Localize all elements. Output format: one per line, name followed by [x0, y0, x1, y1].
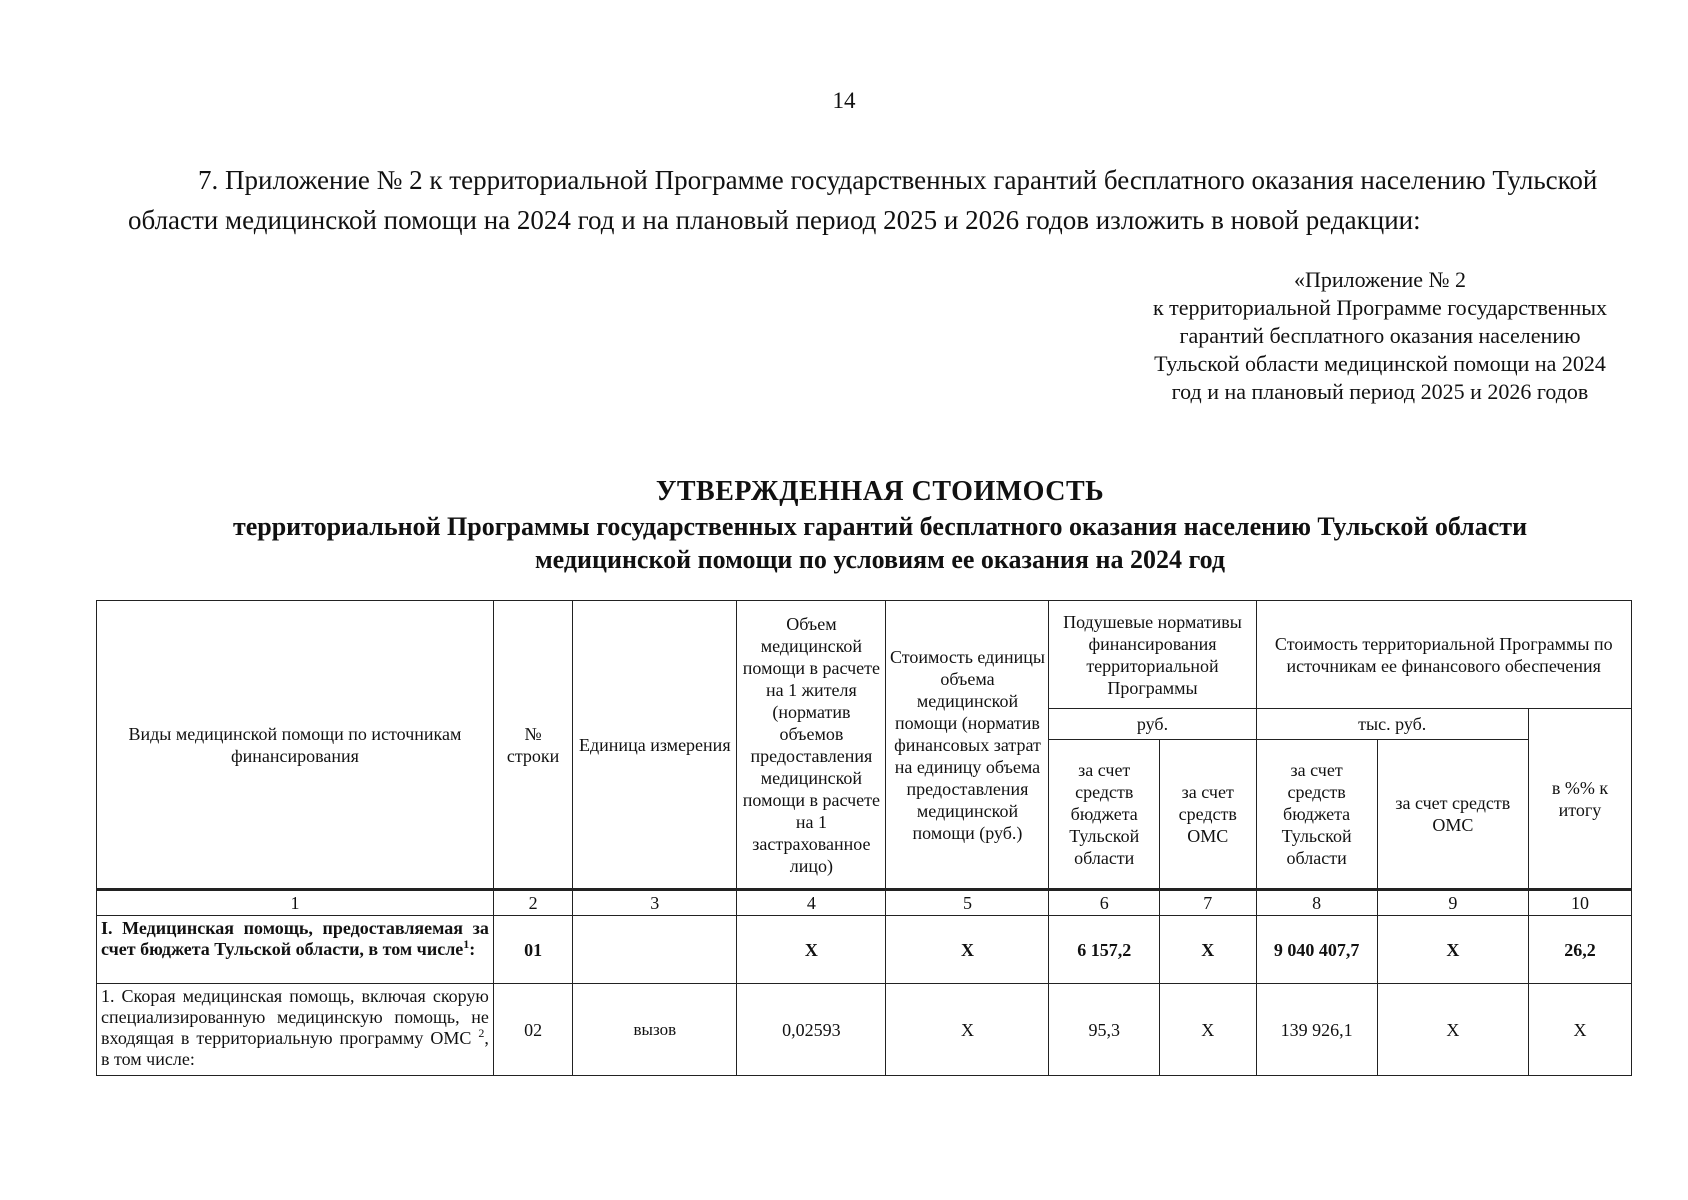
page-number: 14 [832, 88, 856, 113]
header-row-no: № строки [493, 601, 572, 890]
row-cost-oms: Х [1377, 984, 1528, 1076]
row-percent: Х [1528, 984, 1631, 1076]
cost-table [96, 600, 1632, 1076]
column-number: 5 [886, 890, 1049, 916]
header-per-capita: Подушевые нормативы финансирования территориальной Программы [1049, 601, 1256, 709]
appendix-line: к территориальной Программе государственных [1152, 295, 1608, 320]
header-rub: руб. [1049, 709, 1256, 740]
header-volume: Объем медицинской помощи в расчете на 1 жителя (норматив объемов предоставления медицинской помощи в расчете на 1 застрахованное лицо) [737, 601, 886, 890]
header-program-cost: Стоимость территориальной Программы по источникам ее финансового обеспечения [1256, 601, 1631, 709]
table-row [97, 916, 1632, 984]
column-number: 10 [1528, 890, 1631, 916]
title-subtitle-line-2: медицинской помощи по условиям ее оказания на 2024 год [534, 545, 1226, 574]
row-volume: Х [737, 916, 886, 984]
header-unit: Единица измерения [573, 601, 737, 890]
column-number: 9 [1377, 890, 1528, 916]
intro-paragraph: 7. Приложение № 2 к территориальной Программе государственных гарантий бесплатного оказания населению Тульской области медицинской помощи на 2024 год и на плановый период 2025 и 2026 годов изложить в новой редакции: [128, 165, 1598, 235]
row-name-text: I. Медицинская помощь, предоставляемая за счет бюджета Тульской области, в том числе [101, 918, 489, 959]
row-per-capita-budget: 6 157,2 [1049, 916, 1159, 984]
footnote-mark: 1 [463, 937, 470, 951]
column-number: 2 [493, 890, 572, 916]
column-number: 4 [737, 890, 886, 916]
row-name [97, 984, 494, 1076]
row-volume: 0,02593 [737, 984, 886, 1076]
appendix-line: гарантий бесплатного оказания населению [1179, 323, 1581, 348]
title-subtitle-line-1: территориальной Программы государственных гарантий бесплатного оказания населению Тульской области [232, 512, 1528, 541]
document-title [100, 474, 1660, 576]
column-number: 7 [1159, 890, 1256, 916]
header-thous-rub: тыс. руб. [1256, 709, 1528, 740]
row-unit-cost: Х [886, 916, 1049, 984]
row-per-capita-oms: Х [1159, 916, 1256, 984]
row-cost-oms: Х [1377, 916, 1528, 984]
appendix-reference [1100, 266, 1660, 406]
header-cost-budget: за счет средств бюджета Тульской области [1256, 740, 1377, 890]
row-number: 01 [493, 916, 572, 984]
header-percent: в %% к итогу [1528, 709, 1631, 890]
table-row [97, 984, 1632, 1076]
row-unit-cost: Х [886, 984, 1049, 1076]
row-percent: 26,2 [1528, 916, 1631, 984]
row-cost-budget: 9 040 407,7 [1256, 916, 1377, 984]
row-per-capita-oms: Х [1159, 984, 1256, 1076]
column-number: 6 [1049, 890, 1159, 916]
row-unit: вызов [573, 984, 737, 1076]
row-name-text: 1. Скорая медицинская помощь, включая скорую специализированную медицинскую помощь, не входящая в территориальную программу ОМС [101, 986, 489, 1048]
row-per-capita-budget: 95,3 [1049, 984, 1159, 1076]
appendix-line: год и на плановый период 2025 и 2026 годов [1171, 379, 1589, 404]
appendix-line: «Приложение № 2 [1293, 267, 1467, 292]
header-types: Виды медицинской помощи по источникам финансирования [97, 601, 494, 890]
row-name [97, 916, 494, 984]
header-per-capita-oms: за счет средств ОМС [1159, 740, 1256, 890]
row-cost-budget: 139 926,1 [1256, 984, 1377, 1076]
column-number: 3 [573, 890, 737, 916]
row-name-suffix: , в том числе: [101, 1028, 489, 1069]
row-name-suffix: : [469, 939, 476, 959]
row-unit [573, 916, 737, 984]
appendix-line: Тульской области медицинской помощи на 2024 [1154, 351, 1606, 376]
row-number: 02 [493, 984, 572, 1076]
header-per-capita-budget: за счет средств бюджета Тульской области [1049, 740, 1159, 890]
column-number: 1 [97, 890, 494, 916]
header-unit-cost: Стоимость единицы объема медицинской помощи (норматив финансовых затрат на единицу объема предоставления медицинской помощи (руб.) [886, 601, 1049, 890]
column-number: 8 [1256, 890, 1377, 916]
header-cost-oms: за счет средств ОМС [1377, 740, 1528, 890]
footnote-mark: 2 [478, 1026, 485, 1040]
title-main: УТВЕРЖДЕННАЯ СТОИМОСТЬ [655, 476, 1105, 507]
